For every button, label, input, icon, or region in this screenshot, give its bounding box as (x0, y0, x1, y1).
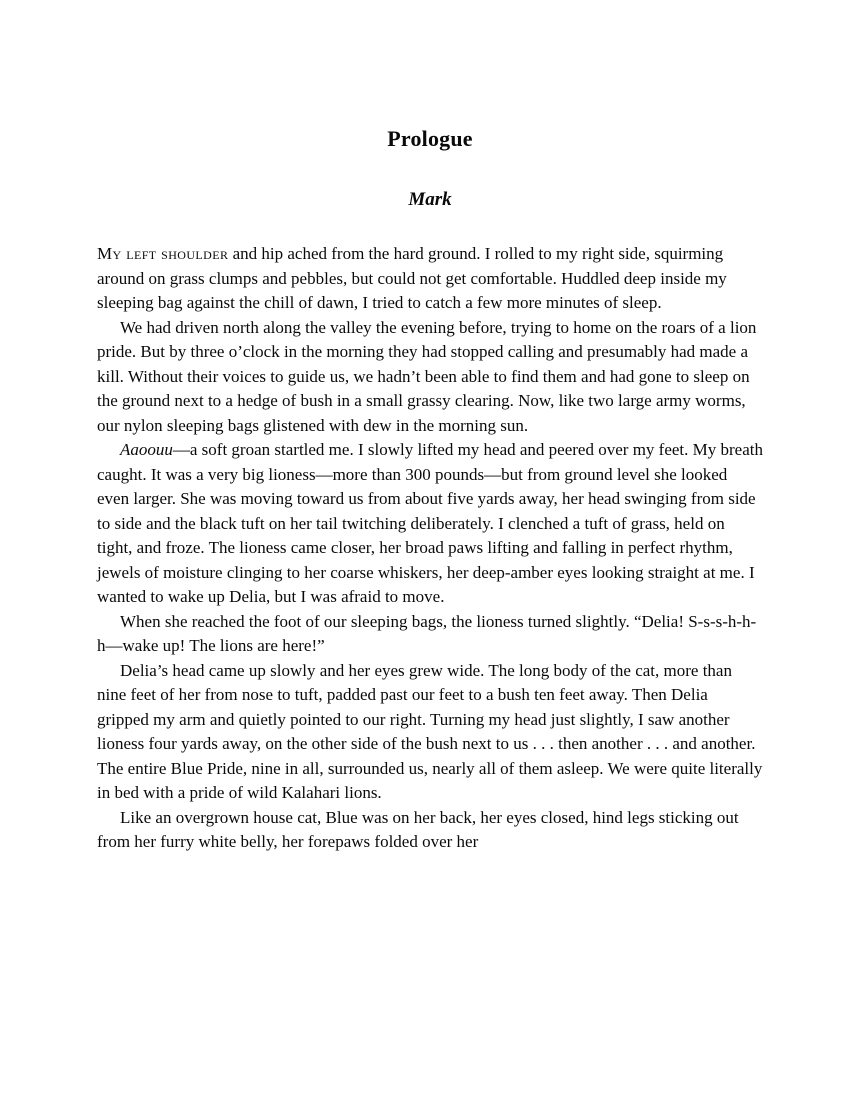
section-author: Mark (408, 189, 452, 210)
paragraph-6-text: Like an overgrown house cat, Blue was on her back, her eyes closed, hind legs sticking out from her furry white belly, her forepaws folded over her (97, 807, 739, 851)
paragraph-1 (97, 242, 763, 316)
paragraph-4 (97, 610, 763, 659)
paragraph-3 (97, 438, 763, 610)
paragraph-5 (97, 659, 763, 806)
paragraph-4-text: When she reached the foot of our sleeping bags, the lioness turned slightly. “Delia! S-s-s-h-h-h—wake up! The lions are here!” (97, 611, 757, 655)
paragraph-3-text: —a soft groan startled me. I slowly lifted my head and peered over my feet. My breath caught. It was a very big lioness—more than 300 pounds—but from ground level she looked even larger. She was moving toward us from about five yards away, her head swinging from side to side and the black tuft on her tail twitching deliberately. I clenched a tuft of grass, held on tight, and froze. The lioness came closer, her broad paws lifting and falling in perfect rhythm, jewels of moisture clinging to her coarse whiskers, her deep-amber eyes looking straight at me. I wanted to wake up Delia, but I was afraid to move. (97, 440, 763, 606)
paragraph-2 (97, 316, 763, 439)
paragraph-5-text: Delia’s head came up slowly and her eyes grew wide. The long body of the cat, more than nine feet of her from nose to tuft, padded past our feet to a bush ten feet away. Then Delia gripped my arm and quietly pointed to our right. Turning my head just slightly, I saw another lioness four yards away, on the other side of the bush next to us . . . then another . . . and another. The entire Blue Pride, nine in all, surrounded us, nearly all of them asleep. We were quite literally in bed with a pride of wild Kalahari lions. (97, 660, 763, 802)
paragraph-3-italic-lead: Aaoouu (120, 440, 173, 459)
paragraph-6 (97, 806, 763, 855)
paragraph-2-text: We had driven north along the valley the evening before, trying to home on the roars of a lion pride. But by three o’clock in the morning they had stopped calling and presumably had made a kill. Without their voices to guide us, we hadn’t been able to find them and had gone to sleep on the ground next to a hedge of bush in a small grassy clearing. Now, like two large army worms, our nylon sleeping bags glistened with dew in the morning sun. (97, 317, 757, 435)
paragraph-1-smallcaps-lead: My left shoulder (97, 244, 229, 263)
paragraph-1-text: and hip ached from the hard ground. I rolled to my right side, squirming around on grass clumps and pebbles, but could not get comfortable. Huddled deep inside my sleeping bag against the chill of dawn, I tried to catch a few more minutes of sleep. (97, 244, 727, 312)
chapter-title: Prologue (387, 126, 473, 151)
body-text (97, 242, 763, 855)
